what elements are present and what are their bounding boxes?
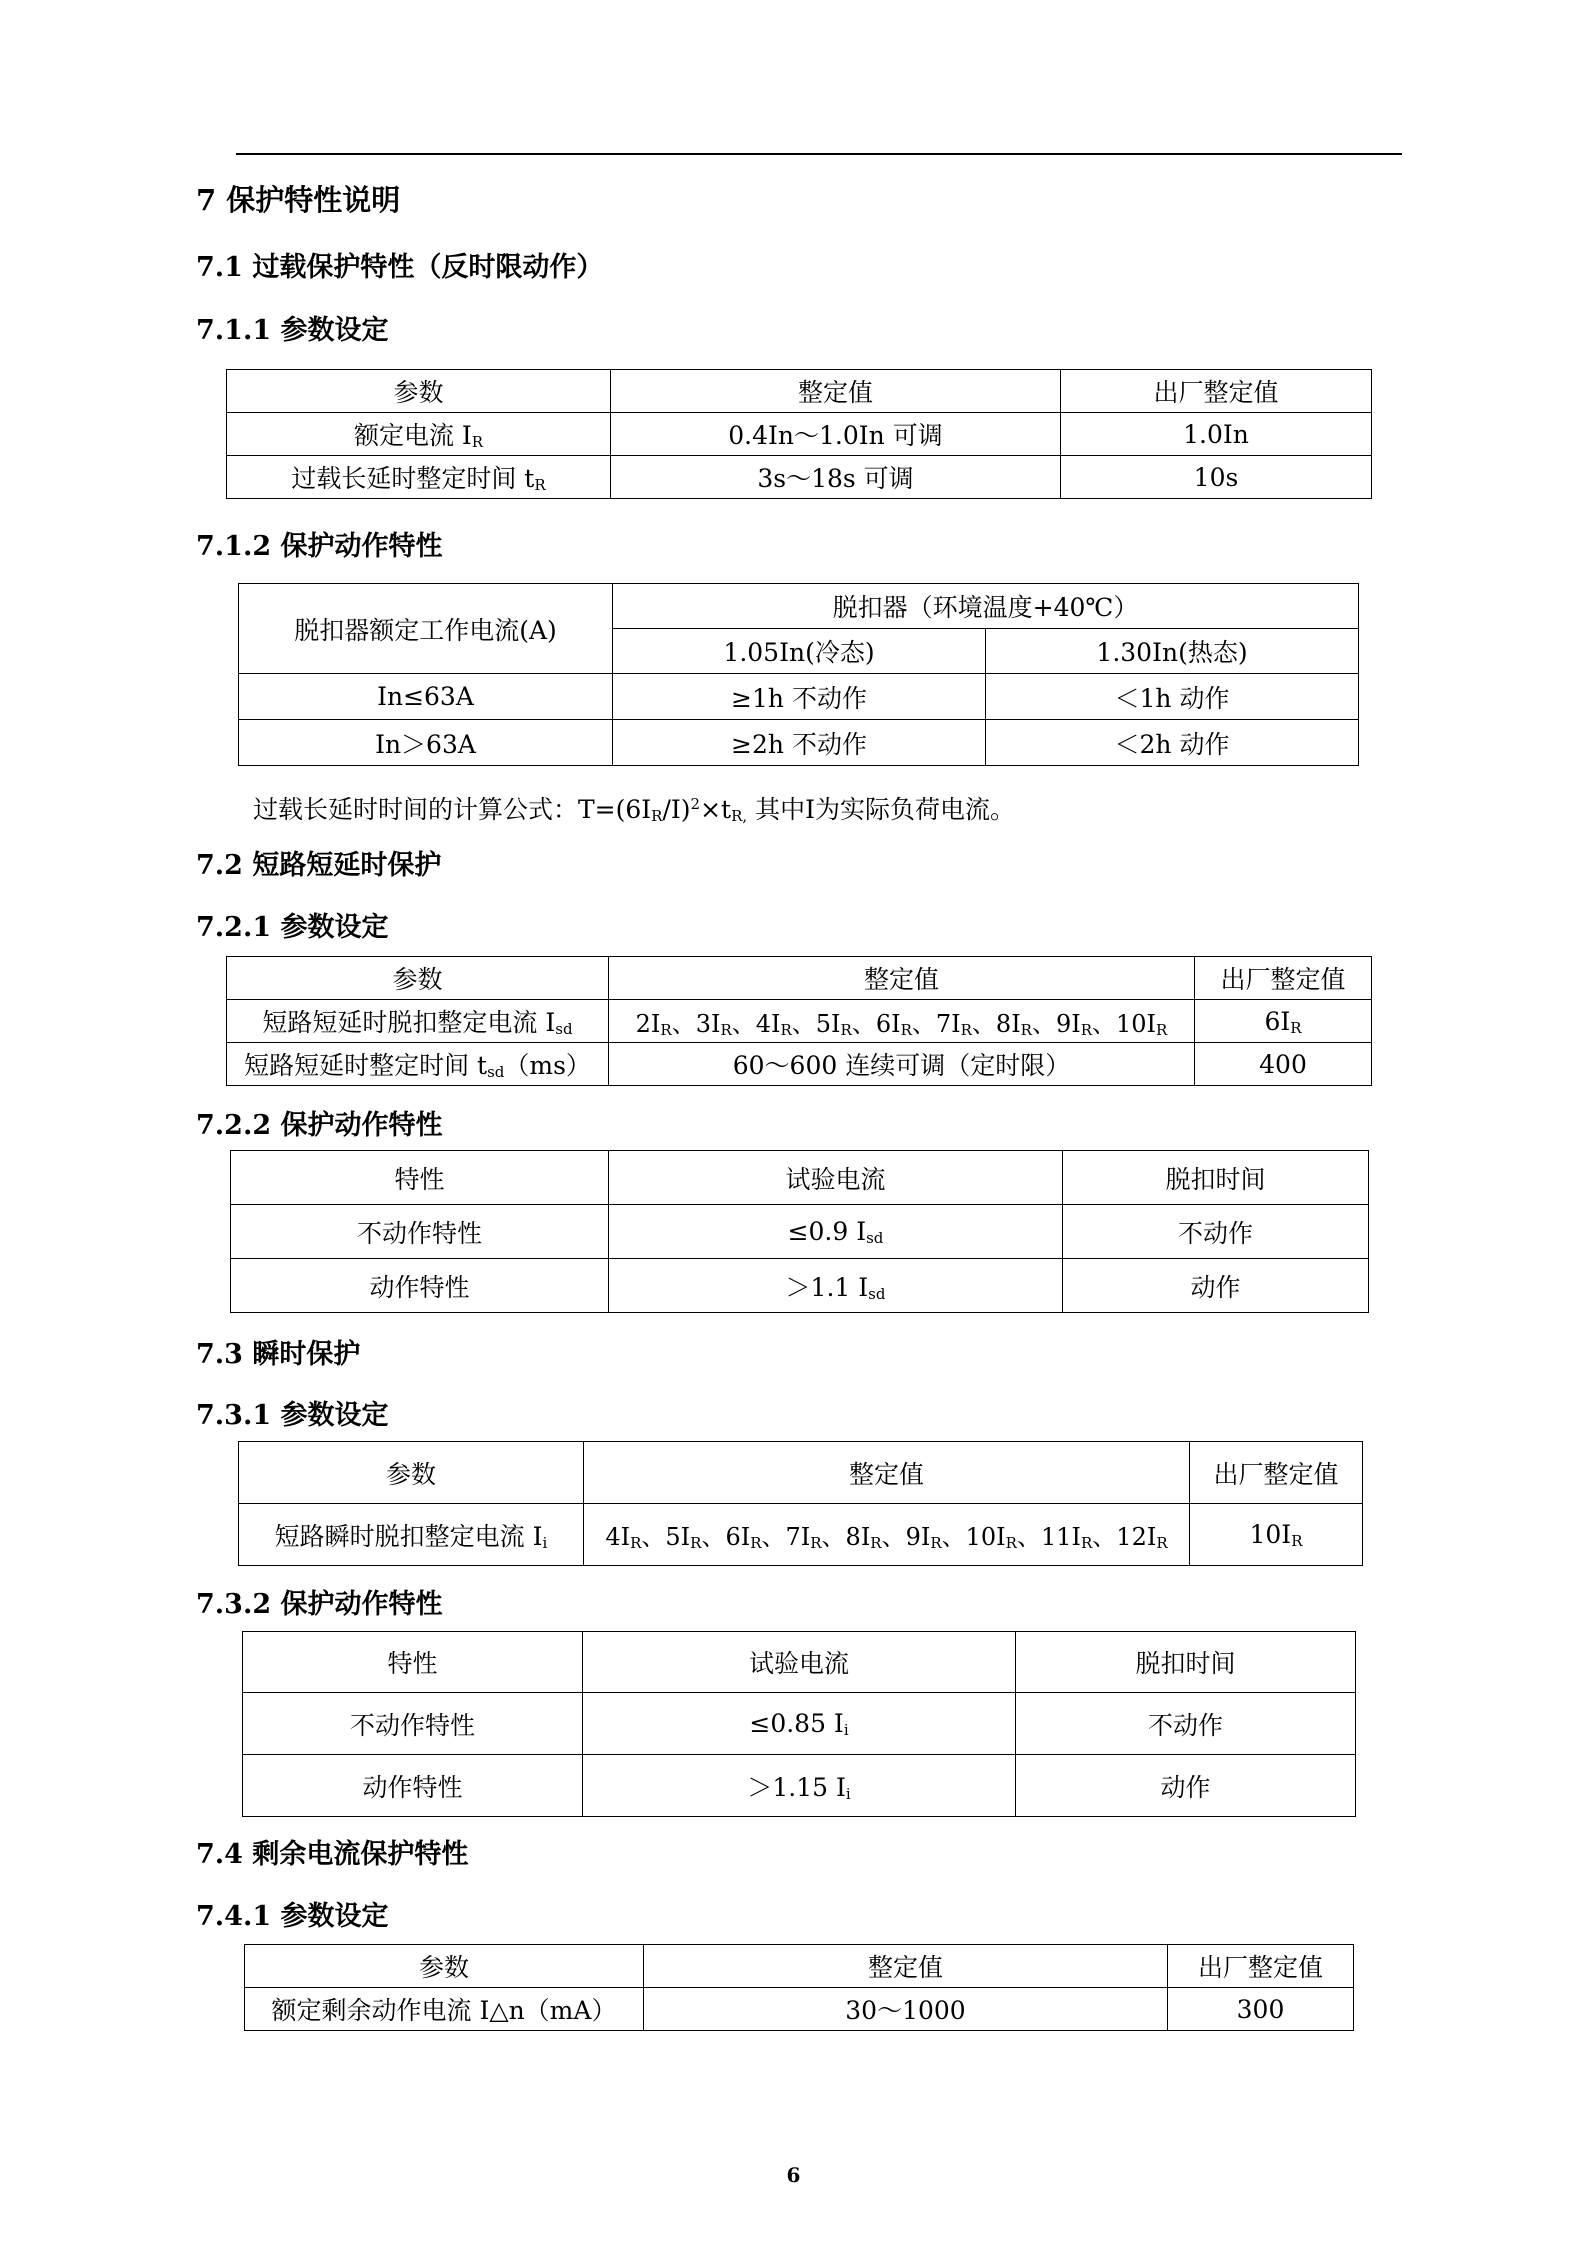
default-cell: 400 xyxy=(1195,1043,1372,1086)
header-cell: 出厂整定值 xyxy=(1061,370,1372,413)
table-7-2-1 xyxy=(226,956,1372,1086)
header-cell: 特性 xyxy=(231,1151,609,1205)
section-7-heading: 7 保护特性说明 xyxy=(196,183,401,217)
setting-value: $11I_R$ xyxy=(1040,1523,1093,1552)
param-cell: 额定电流 $I_R$ xyxy=(227,413,611,456)
table-cell: 不动作特性 xyxy=(243,1693,583,1755)
setting-value: $4I_R$ xyxy=(755,1009,792,1039)
header-rule xyxy=(236,153,1402,155)
section-7-3-1-heading: 7.3.1 参数设定 xyxy=(196,1400,389,1431)
table-row xyxy=(227,1043,1372,1086)
setting-value: $7I_R$ xyxy=(935,1009,972,1039)
setting-value: $3I_R$ xyxy=(695,1009,732,1039)
table-row xyxy=(227,1000,1372,1043)
table-row xyxy=(243,1755,1356,1817)
param-cell: 额定剩余动作电流 I△n（mA） xyxy=(245,1988,644,2031)
value-cell: 30～1000 xyxy=(644,1988,1168,2031)
setting-value: $8I_R$ xyxy=(995,1009,1032,1039)
page-number: 6 xyxy=(786,2163,801,2187)
setting-value: $6I_R$ xyxy=(725,1523,762,1552)
table-7-3-1 xyxy=(238,1441,1363,1566)
param-cell: 过载长延时整定时间 $t_R$ xyxy=(227,456,611,499)
formula-note: 过载长延时时间的计算公式：$T=(6I_R/I)^2\times t_{R,}$ 其中I为实际负荷电流。 xyxy=(253,795,1015,825)
table-cell: 不动作特性 xyxy=(231,1205,609,1259)
value-cell: 3s～18s 可调 xyxy=(611,456,1061,499)
default-cell: 300 xyxy=(1168,1988,1354,2031)
header-cell: 整定值 xyxy=(609,957,1195,1000)
section-7-3-heading: 7.3 瞬时保护 xyxy=(196,1339,361,1370)
setting-value: $10I_R$ xyxy=(1116,1009,1168,1039)
header-cell: 1.05In(冷态) xyxy=(613,629,986,674)
table-cell: 不动作 xyxy=(1016,1693,1356,1755)
value-cell: 60～600 连续可调（定时限） xyxy=(609,1043,1195,1086)
table-cell: ＞1.15 $I_i$ xyxy=(583,1755,1016,1817)
section-7-1-1-heading: 7.1.1 参数设定 xyxy=(196,315,389,346)
header-cell: 脱扣器额定工作电流(A) xyxy=(239,584,613,674)
header-cell: 出厂整定值 xyxy=(1195,957,1372,1000)
setting-value: $4I_R$ xyxy=(605,1523,642,1552)
table-cell: In＞63A xyxy=(239,720,613,766)
header-cell: 出厂整定值 xyxy=(1168,1945,1354,1988)
table-row xyxy=(245,1988,1354,2031)
table-row xyxy=(227,456,1372,499)
table-7-3-2 xyxy=(242,1631,1356,1817)
table-cell: In≤63A xyxy=(239,674,613,720)
table-cell: ≥1h 不动作 xyxy=(613,674,986,720)
table-7-1-2 xyxy=(238,583,1359,766)
param-cell: 短路瞬时脱扣整定电流 $I_i$ xyxy=(239,1504,584,1566)
setting-value: $10I_R$ xyxy=(965,1523,1017,1552)
setting-value: $9I_R$ xyxy=(1055,1009,1093,1039)
header-cell: 整定值 xyxy=(611,370,1061,413)
table-cell: ≤0.9 $I_{sd}$ xyxy=(609,1205,1063,1259)
header-cell: 试验电流 xyxy=(583,1632,1016,1693)
table-row xyxy=(231,1205,1369,1259)
table-cell: 动作 xyxy=(1063,1259,1369,1313)
header-cell: 脱扣时间 xyxy=(1016,1632,1356,1693)
table-cell: ＜1h 动作 xyxy=(986,674,1359,720)
table-cell: ≤0.85 $I_i$ xyxy=(583,1693,1016,1755)
table-row xyxy=(227,413,1372,456)
default-cell: 1.0In xyxy=(1061,413,1372,456)
section-7-4-heading: 7.4 剩余电流保护特性 xyxy=(196,1839,469,1870)
table-header-row xyxy=(227,370,1372,413)
section-7-3-2-heading: 7.3.2 保护动作特性 xyxy=(196,1589,443,1620)
param-cell: 短路短延时整定时间 $t_{sd}(ms)$ xyxy=(227,1043,609,1086)
default-cell: $10I_R$ xyxy=(1190,1504,1363,1566)
setting-value: $5I_R$ xyxy=(665,1523,702,1552)
table-row xyxy=(243,1693,1356,1755)
setting-value: $6I_R$ xyxy=(875,1009,912,1039)
header-cell: 试验电流 xyxy=(609,1151,1063,1205)
section-7-1-heading: 7.1 过载保护特性（反时限动作） xyxy=(196,252,604,283)
table-cell: 动作 xyxy=(1016,1755,1356,1817)
default-cell: 10s xyxy=(1061,456,1372,499)
header-cell: 参数 xyxy=(245,1945,644,1988)
table-cell: 不动作 xyxy=(1063,1205,1369,1259)
table-cell: ＞1.1 $I_{sd}$ xyxy=(609,1259,1063,1313)
value-cell: $4I_R$、$5I_R$、$6I_R$、$7I_R$、$8I_R$、$9I_R$、$10I_R$、$11I_R$、$12I_R$ xyxy=(584,1504,1190,1566)
table-row xyxy=(239,674,1359,720)
setting-value: $7I_R$ xyxy=(785,1523,822,1552)
setting-value: $9I_R$ xyxy=(905,1523,942,1552)
table-row xyxy=(231,1259,1369,1313)
section-7-4-1-heading: 7.4.1 参数设定 xyxy=(196,1901,389,1932)
section-7-2-heading: 7.2 短路短延时保护 xyxy=(196,850,442,881)
header-cell: 特性 xyxy=(243,1632,583,1693)
table-cell: ≥2h 不动作 xyxy=(613,720,986,766)
table-cell: 动作特性 xyxy=(231,1259,609,1313)
section-7-2-2-heading: 7.2.2 保护动作特性 xyxy=(196,1110,443,1141)
table-cell: ＜2h 动作 xyxy=(986,720,1359,766)
table-7-2-2 xyxy=(230,1150,1369,1313)
header-cell: 整定值 xyxy=(584,1442,1190,1504)
header-cell: 整定值 xyxy=(644,1945,1168,1988)
table-7-4-1 xyxy=(244,1944,1354,2031)
header-cell: 1.30In(热态) xyxy=(986,629,1359,674)
setting-value: $5I_R$ xyxy=(815,1009,852,1039)
table-7-1-1 xyxy=(226,369,1372,499)
section-7-1-2-heading: 7.1.2 保护动作特性 xyxy=(196,531,443,562)
table-row xyxy=(239,1504,1363,1566)
table-row xyxy=(239,720,1359,766)
value-cell: 0.4In～1.0In 可调 xyxy=(611,413,1061,456)
header-cell: 脱扣时间 xyxy=(1063,1151,1369,1205)
setting-value: $8I_R$ xyxy=(845,1523,882,1552)
header-cell: 出厂整定值 xyxy=(1190,1442,1363,1504)
header-cell: 参数 xyxy=(239,1442,584,1504)
setting-value: $2I_R$ xyxy=(635,1009,672,1039)
header-cell: 参数 xyxy=(227,957,609,1000)
section-7-2-1-heading: 7.2.1 参数设定 xyxy=(196,912,389,943)
header-group-cell: 脱扣器（环境温度+40℃） xyxy=(613,584,1359,629)
value-cell: $2I_R$、$3I_R$、$4I_R$、$5I_R$、$6I_R$、$7I_R$、$8I_R$、$9I_R$、$10I_R$ xyxy=(609,1000,1195,1043)
setting-value: $12I_R$ xyxy=(1116,1523,1168,1552)
default-cell: $6I_R$ xyxy=(1195,1000,1372,1043)
header-cell: 参数 xyxy=(227,370,611,413)
table-cell: 动作特性 xyxy=(243,1755,583,1817)
param-cell: 短路短延时脱扣整定电流 $I_{sd}$ xyxy=(227,1000,609,1043)
